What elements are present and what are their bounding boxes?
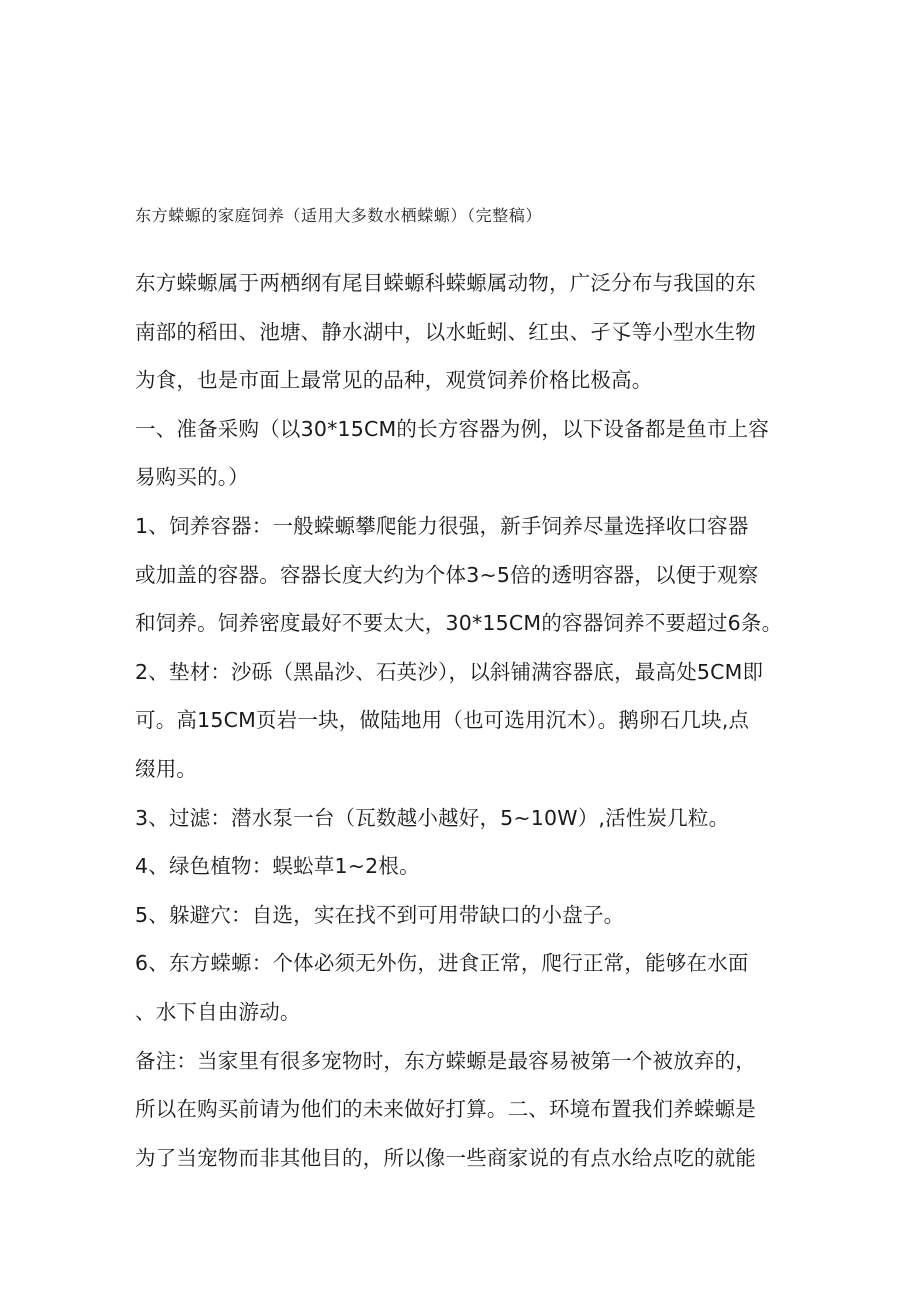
body-line: 和饲养。饲养密度最好不要太大，30*15CM的容器饲养不要超过6条。 xyxy=(135,611,783,636)
body-line: 东方蝾螈属于两栖纲有尾目蝾螈科蝾螈属动物，广泛分布与我国的东 xyxy=(135,271,756,295)
body-line: 5、躲避穴：自选，实在找不到可用带缺口的小盘子。 xyxy=(135,902,625,927)
body-line: 缀用。 xyxy=(135,756,198,781)
document-title: 东方蝾螈的家庭饲养（适用大多数水栖蝾螈）（完整稿） xyxy=(135,206,543,225)
body-line: 备注：当家里有很多宠物时，东方蝾螈是最容易被第一个被放弃的， xyxy=(135,1048,756,1073)
body-line: 南部的稻田、池塘、静水湖中，以水蚯蚓、红虫、孑孓等小型水生物 xyxy=(135,319,756,344)
body-line: 2、垫材：沙砾（黑晶沙、石英沙），以斜铺满容器底，最高处5CM即 xyxy=(135,659,764,684)
body-line: 为食，也是市面上最常见的品种，观赏饲养价格比极高。 xyxy=(135,368,653,393)
body-line: 所以在购买前请为他们的未来做好打算。二、环境布置我们养蝾螈是 xyxy=(135,1097,756,1122)
body-line: 为了当宠物而非其他目的，所以像一些商家说的有点水给点吃的就能 xyxy=(135,1145,756,1170)
body-line: 6、东方蝾螈：个体必须无外伤，进食正常，爬行正常，能够在水面 xyxy=(135,951,749,976)
body-line: 易购买的。） xyxy=(135,465,249,490)
document-body xyxy=(135,264,795,1187)
body-line: 一、准备采购（以30*15CM的长方容器为例，以下设备都是鱼市上容 xyxy=(135,416,770,441)
body-line: 可。高15CM页岩一块，做陆地用（也可选用沉木）。鹅卵石几块,点 xyxy=(135,708,750,733)
body-line: 3、过滤：潜水泵一台（瓦数越小越好，5~10W）,活性炭几粒。 xyxy=(135,805,730,830)
body-line: 1、饲养容器：一般蝾螈攀爬能力很强，新手饲养尽量选择收口容器 xyxy=(135,513,749,538)
body-line: 或加盖的容器。容器长度大约为个体3~5倍的透明容器，以便于观察 xyxy=(135,562,759,587)
body-line: 、水下自由游动。 xyxy=(135,999,301,1024)
body-line: 4、绿色植物：蜈蚣草1~2根。 xyxy=(135,854,420,879)
